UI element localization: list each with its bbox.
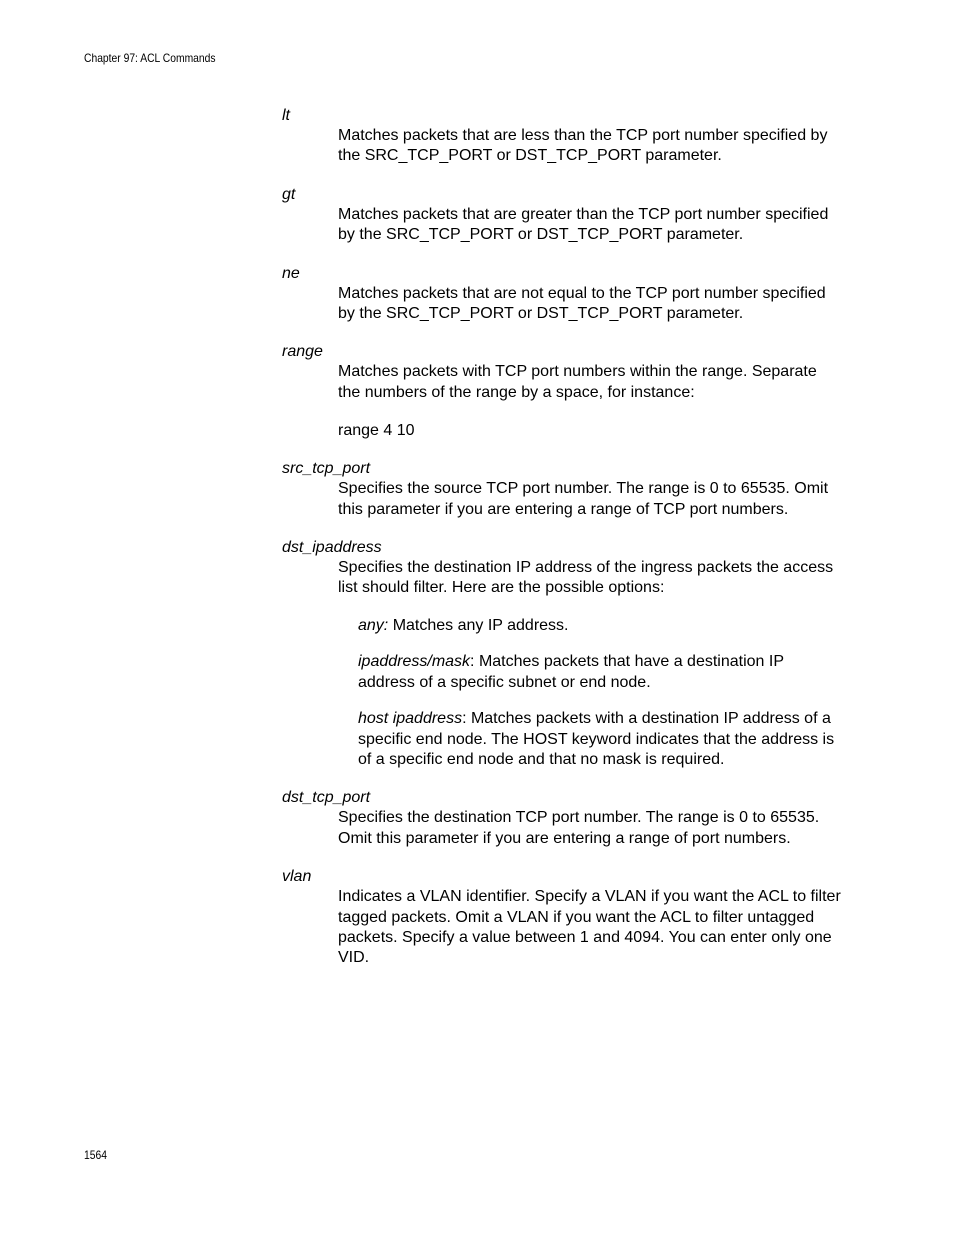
parameter-list [282, 106, 842, 987]
param-entry-ne [282, 264, 842, 325]
param-term: lt [282, 107, 290, 124]
option-list [358, 616, 842, 770]
param-term: range [282, 343, 323, 361]
option-term: host ipaddress [358, 710, 463, 728]
param-entry-dst-ipaddress [282, 538, 842, 770]
param-description: Specifies the source TCP port number. The range is 0 to 65535. Omit this parameter if you are entering a range of TCP port numbers. [338, 480, 829, 518]
param-entry-vlan [282, 867, 842, 969]
param-entry-lt [282, 106, 842, 167]
page-number: 1564 [84, 1148, 107, 1162]
param-term: gt [282, 185, 296, 203]
option-text: : Matches packets with a destination IP address of a specific end node. The HOST keyword indicates that the address is of a specific end node and that no mask is required. [358, 710, 835, 768]
option-item [358, 616, 842, 636]
param-description: Matches packets that are greater than the TCP port number specified by the SRC_TCP_PORT or DST_TCP_PORT parameter. [338, 205, 829, 244]
param-entry-gt [282, 185, 842, 246]
param-example: range 4 10 [338, 422, 415, 440]
param-term: vlan [282, 868, 312, 886]
param-term: dst_tcp_port [282, 789, 371, 807]
param-description: Indicates a VLAN identifier. Specify a VLAN if you want the ACL to filter tagged packets. Omit a VLAN if you want the ACL to filter untagged packets. Specify a value between 1 and 4094. You can enter only one VID. [338, 888, 841, 967]
param-entry-src-tcp-port [282, 459, 842, 520]
param-term: dst_ipaddress [282, 539, 382, 557]
param-entry-dst-tcp-port [282, 788, 842, 849]
param-term: src_tcp_port [282, 460, 371, 478]
param-entry-range [282, 342, 842, 441]
option-text: : Matches packets that have a destination IP address of a specific subnet or end node. [358, 653, 784, 691]
option-term: any: [358, 616, 389, 634]
param-description: Specifies the destination TCP port number. The range is 0 to 65535. Omit this parameter if you are entering a range of port numbers. [338, 809, 820, 847]
param-description: Matches packets that are less than the TCP port number specified by the SRC_TCP_PORT or DST_TCP_PORT parameter. [338, 127, 828, 165]
running-head: Chapter 97: ACL Commands [84, 51, 216, 65]
option-text: Matches any IP address. [388, 616, 569, 634]
param-description: Matches packets with TCP port numbers within the range. Separate the numbers of the range by a space, for instance: [338, 363, 817, 401]
option-item [358, 652, 842, 693]
param-term: ne [282, 264, 300, 282]
option-term: ipaddress/mask [358, 653, 471, 671]
param-description: Specifies the destination IP address of the ingress packets the access list should filter. Here are the possible options: [338, 559, 834, 597]
option-item [358, 709, 842, 770]
param-description: Matches packets that are not equal to the TCP port number specified by the SRC_TCP_PORT or DST_TCP_PORT parameter. [338, 284, 826, 323]
